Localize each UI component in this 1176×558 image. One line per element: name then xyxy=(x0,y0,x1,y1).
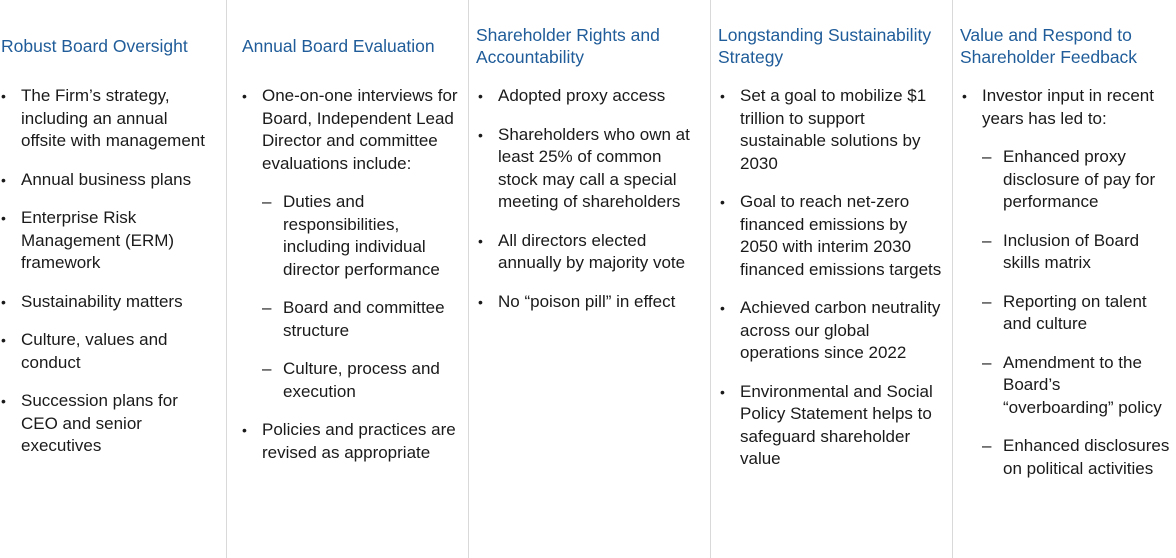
list-item: • All directors elected annually by majority vote xyxy=(477,230,703,275)
list-item: • One-on-one interviews for Board, Independent Lead Director and committee evaluations include: – Duties and responsibilities, including individual director performance – Board and committee structure – Culture, process and execution xyxy=(241,85,461,403)
column-title: Value and Respond to Shareholder Feedback xyxy=(960,25,1138,67)
list-item: • Sustainability matters xyxy=(0,291,214,314)
sub-list-item: – Board and committee structure xyxy=(262,297,461,342)
list-item: • No “poison pill” in effect xyxy=(477,291,703,314)
bullet-list xyxy=(241,85,461,480)
list-item: • Environmental and Social Policy Statement helps to safeguard shareholder value xyxy=(719,381,945,471)
sub-list xyxy=(982,146,1175,480)
bullet-list xyxy=(719,85,945,487)
column-sustainability xyxy=(710,0,952,558)
sub-list xyxy=(262,191,461,403)
sub-list-item: – Inclusion of Board skills matrix xyxy=(982,230,1175,275)
column-title: Annual Board Evaluation xyxy=(242,36,435,56)
list-item: • Adopted proxy access xyxy=(477,85,703,108)
sub-list-item: – Culture, process and execution xyxy=(262,358,461,403)
column-title: Longstanding Sustainability Strategy xyxy=(718,25,932,67)
column-board-evaluation xyxy=(226,0,468,558)
list-item: • Enterprise Risk Management (ERM) framework xyxy=(0,207,214,275)
list-item: • The Firm’s strategy, including an annual offsite with management xyxy=(0,85,214,153)
sub-list-item: – Enhanced proxy disclosure of pay for performance xyxy=(982,146,1175,214)
sub-list-item: – Amendment to the Board’s “overboarding” policy xyxy=(982,352,1175,420)
list-item: • Investor input in recent years has led to: – Enhanced proxy disclosure of pay for performance – Inclusion of Board skills matrix – Reporting on talent and culture – Amendment to the Board’s “overboarding” policy – Enhanced disclosures on political activities xyxy=(961,85,1175,480)
sub-list-item: – Reporting on talent and culture xyxy=(982,291,1175,336)
list-item: • Policies and practices are revised as appropriate xyxy=(241,419,461,464)
column-shareholder-feedback xyxy=(952,0,1176,558)
column-shareholder-rights xyxy=(468,0,710,558)
sub-list-item: – Enhanced disclosures on political activities xyxy=(982,435,1175,480)
sub-list-item: – Duties and responsibilities, including individual director performance xyxy=(262,191,461,281)
bullet-list xyxy=(477,85,703,329)
bullet-list xyxy=(0,85,214,474)
list-item: • Culture, values and conduct xyxy=(0,329,214,374)
list-item: • Goal to reach net-zero financed emissions by 2050 with interim 2030 financed emissions targets xyxy=(719,191,945,281)
list-item: • Annual business plans xyxy=(0,169,214,192)
column-title: Shareholder Rights and Accountability xyxy=(476,25,660,67)
list-item: • Set a goal to mobilize $1 trillion to support sustainable solutions by 2030 xyxy=(719,85,945,175)
list-item: • Achieved carbon neutrality across our global operations since 2022 xyxy=(719,297,945,365)
column-title: Robust Board Oversight xyxy=(1,36,188,56)
list-item: • Shareholders who own at least 25% of common stock may call a special meeting of shareholders xyxy=(477,124,703,214)
list-item: • Succession plans for CEO and senior executives xyxy=(0,390,214,458)
column-board-oversight xyxy=(0,0,226,558)
bullet-list xyxy=(961,85,1175,496)
